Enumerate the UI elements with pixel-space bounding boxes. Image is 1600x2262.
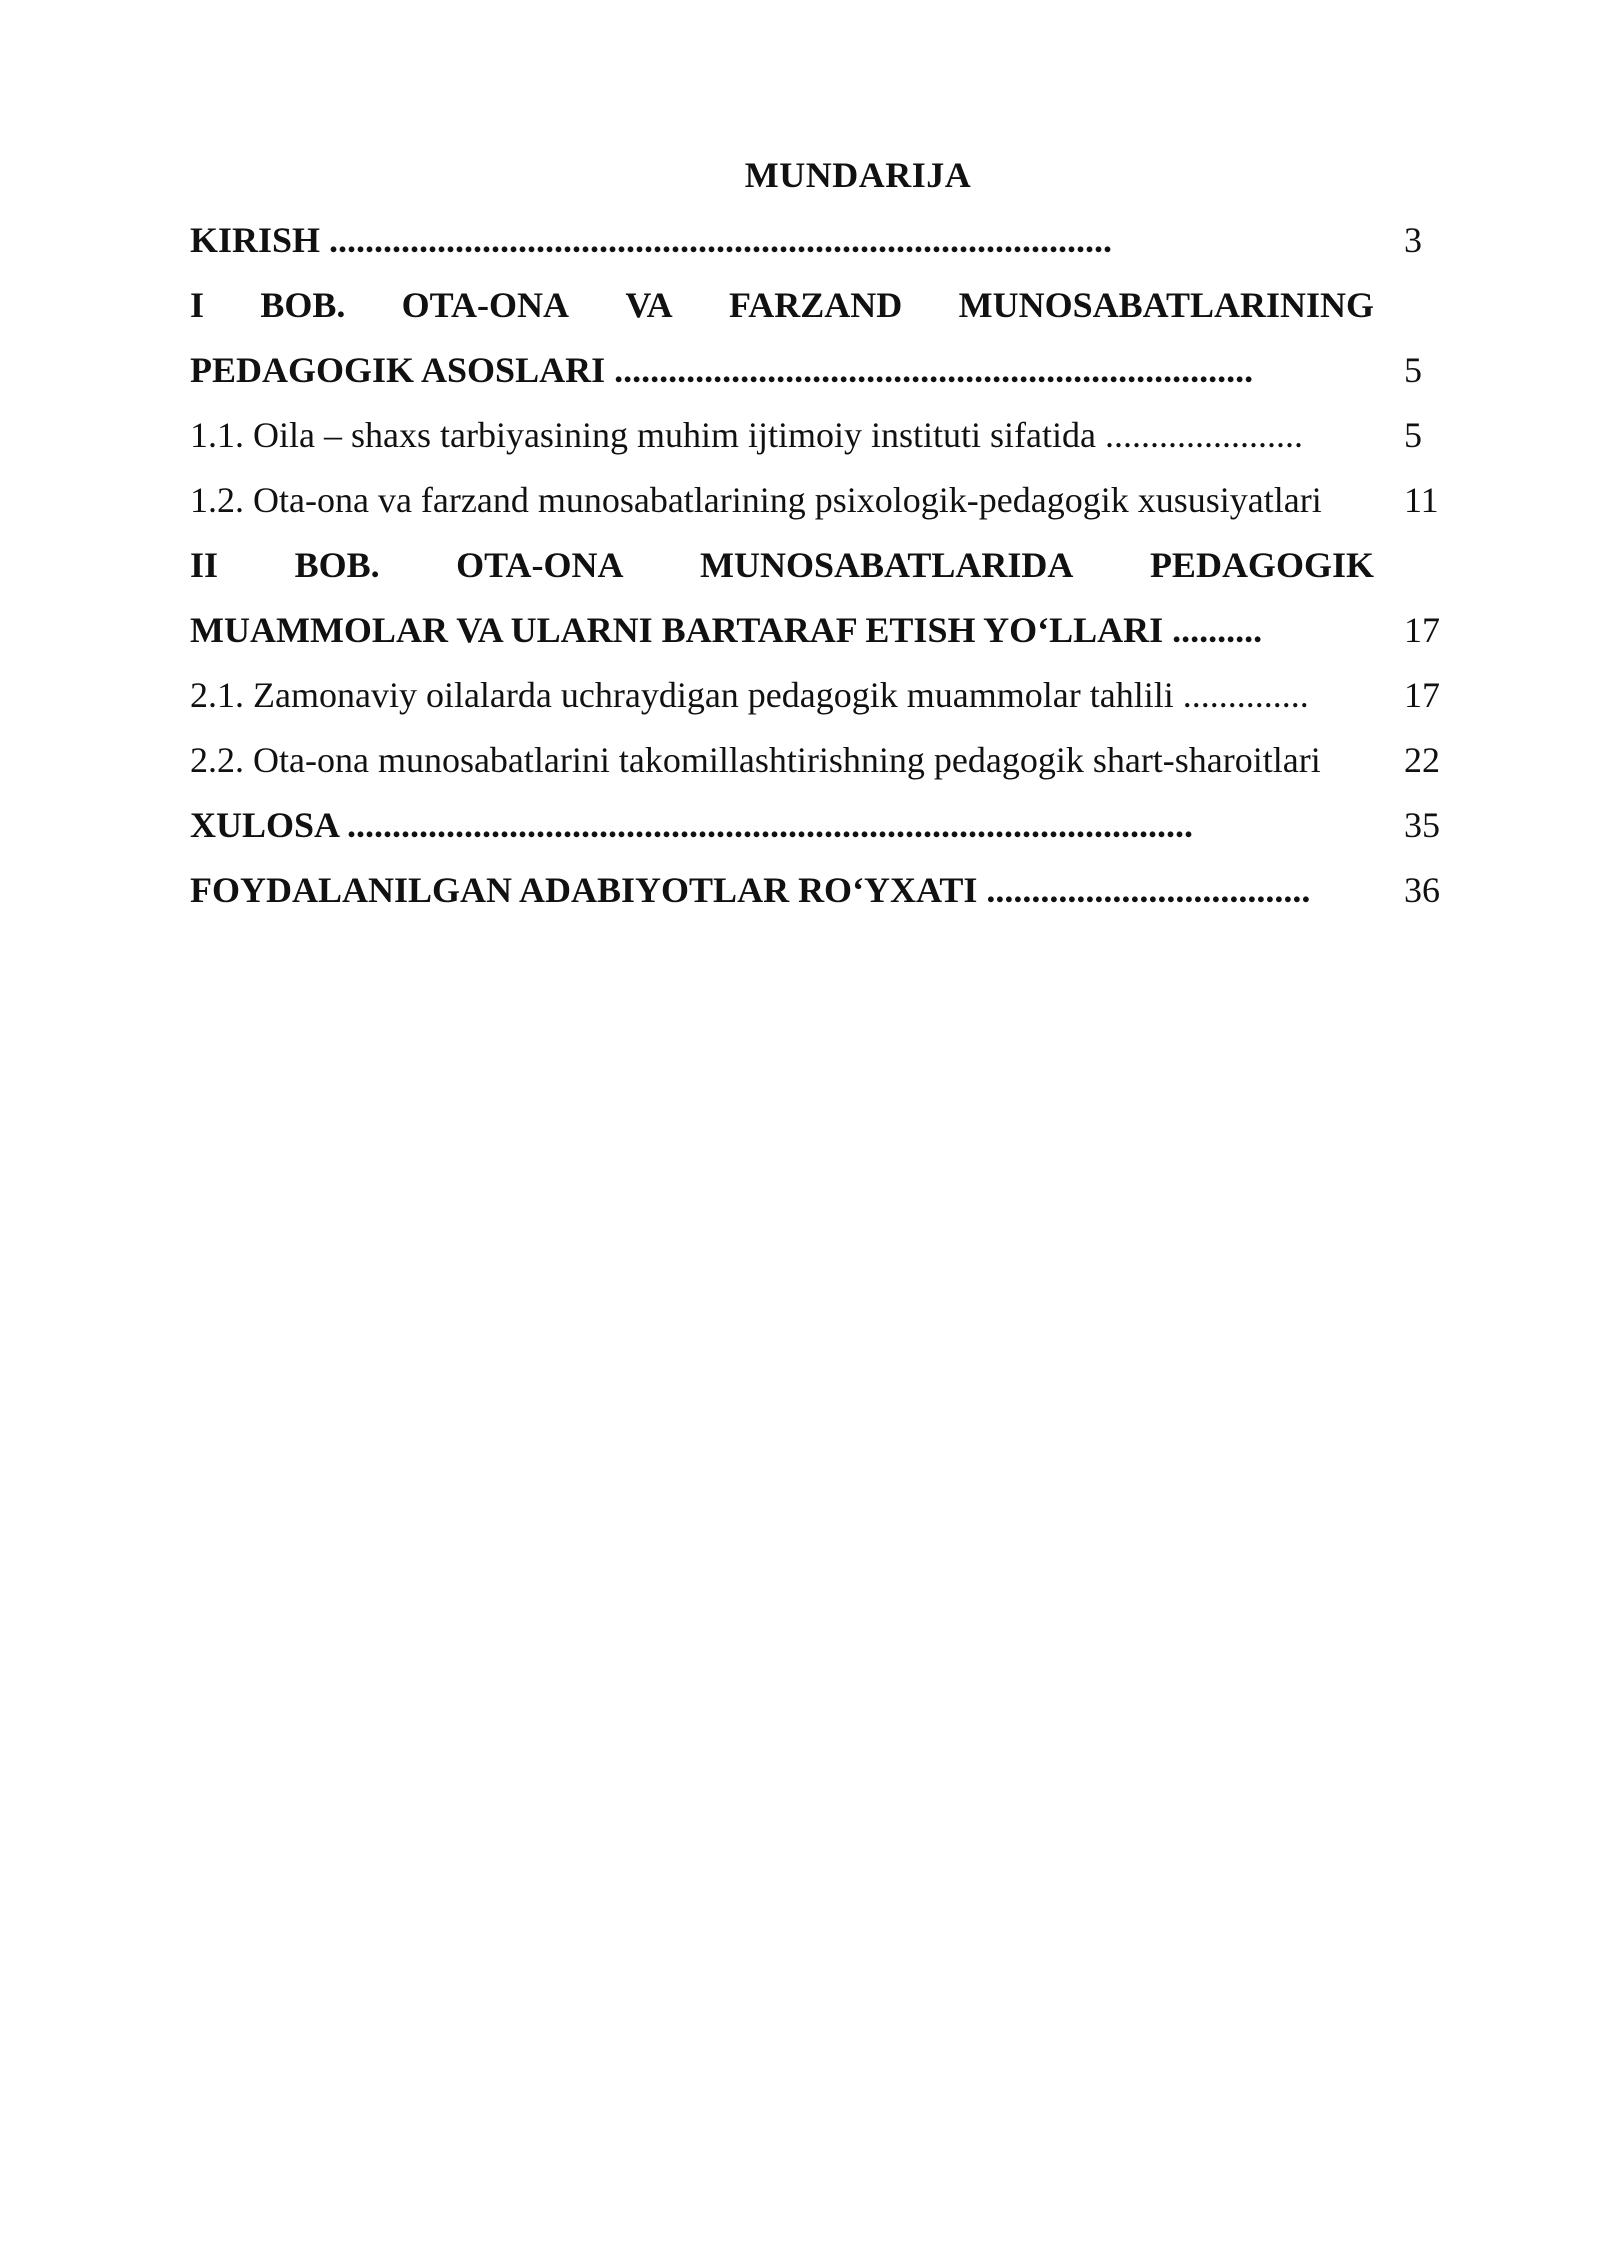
toc-page-number: 36 (1404, 870, 1440, 910)
toc-entry-chapter-1-line-1[interactable] (190, 273, 1446, 338)
toc-entry-text: KIRISH ....................................................................................... (190, 220, 1113, 260)
toc-entry-text: FOYDALANILGAN ADABIYOTLAR RO‘YXATI .................................... (190, 870, 1311, 910)
toc-entry-text: II BOB. OTA-ONA MUNOSABATLARIDA PEDAGOGIK (190, 545, 1374, 585)
toc-entry-text: I BOB. OTA-ONA VA FARZAND MUNOSABATLARINING (190, 285, 1374, 325)
toc-page-number: 22 (1404, 740, 1440, 780)
toc-entry-chapter-1-line-2[interactable] (190, 338, 1446, 403)
toc-entry-kirish[interactable] (190, 208, 1446, 273)
toc-page-number: 17 (1404, 610, 1440, 650)
toc-page-number: 35 (1404, 805, 1440, 845)
toc-entry-text: XULOSA .............................................................................................. (190, 805, 1194, 845)
toc-entry-section-2-2[interactable] (190, 728, 1446, 793)
toc-page-number: 5 (1404, 350, 1422, 390)
toc-entry-text: 1.1. Oila – shaxs tarbiyasining muhim ijtimoiy instituti sifatida ...................... (190, 415, 1303, 455)
toc-entry-section-1-1[interactable] (190, 403, 1446, 468)
toc-entry-chapter-2-line-1[interactable] (190, 533, 1446, 598)
toc-entry-text: 2.1. Zamonaviy oilalarda uchraydigan pedagogik muammolar tahlili .............. (190, 675, 1309, 715)
toc-entry-text: MUAMMOLAR VA ULARNI BARTARAF ETISH YO‘LLARI .......... (190, 610, 1263, 650)
toc-entry-text: 1.2. Ota-ona va farzand munosabatlarining psixologik-pedagogik xususiyatlari (190, 480, 1322, 520)
toc-page-number: 5 (1404, 415, 1422, 455)
toc-entry-section-2-1[interactable] (190, 663, 1446, 728)
toc-entry-section-1-2[interactable] (190, 468, 1446, 533)
toc-page-number: 3 (1404, 220, 1422, 260)
toc-entry-references[interactable] (190, 858, 1446, 923)
toc-entry-text: PEDAGOGIK ASOSLARI ....................................................................... (190, 350, 1254, 390)
toc-entry-xulosa[interactable] (190, 793, 1446, 858)
toc-page-number: 17 (1404, 675, 1440, 715)
toc-page-number: 11 (1404, 480, 1439, 520)
toc-title: MUNDARIJA (744, 155, 972, 195)
toc-entry-text: 2.2. Ota-ona munosabatlarini takomillashtirishning pedagogik shart-sharoitlari (190, 740, 1321, 780)
toc-entry-chapter-2-line-2[interactable] (190, 598, 1446, 663)
